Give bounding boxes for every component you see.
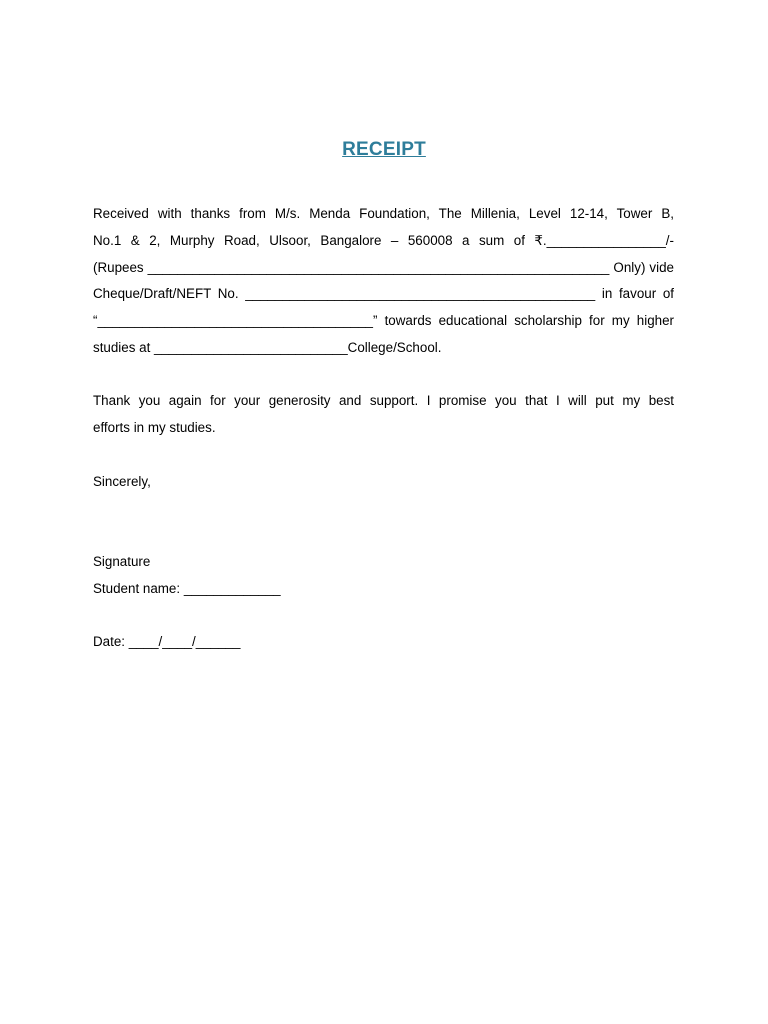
date-field: Date: ____/____/______ bbox=[93, 634, 241, 649]
paragraph-line: “_____________________________________” towards educational scholarship for my higher bbox=[93, 313, 674, 329]
paragraph-line: Thank you again for your generosity and support. I promise you that I will put my best bbox=[93, 393, 674, 408]
paragraph-line: studies at __________________________College/School. bbox=[93, 339, 442, 355]
paragraph-line: Received with thanks from M/s. Menda Foundation, The Millenia, Level 12-14, Tower B, bbox=[93, 206, 674, 221]
paragraph-line: (Rupees ______________________________________________________________ Only) vide bbox=[93, 259, 674, 275]
signature-block bbox=[93, 549, 674, 603]
receipt-paragraph bbox=[93, 201, 674, 362]
thanks-paragraph bbox=[93, 388, 674, 442]
paragraph-line: Cheque/Draft/NEFT No. _______________________________________________ in favour of bbox=[93, 286, 674, 302]
paragraph-line: No.1 & 2, Murphy Road, Ulsoor, Bangalore – 560008 a sum of ₹.________________/- bbox=[93, 232, 674, 248]
signature-label: Signature bbox=[93, 554, 151, 569]
receipt-title: RECEIPT bbox=[342, 139, 426, 160]
closing-block bbox=[93, 469, 674, 496]
closing-text: Sincerely, bbox=[93, 474, 151, 489]
student-name-field: Student name: _____________ bbox=[93, 580, 281, 596]
paragraph-line: efforts in my studies. bbox=[93, 419, 216, 435]
date-block bbox=[93, 629, 674, 656]
